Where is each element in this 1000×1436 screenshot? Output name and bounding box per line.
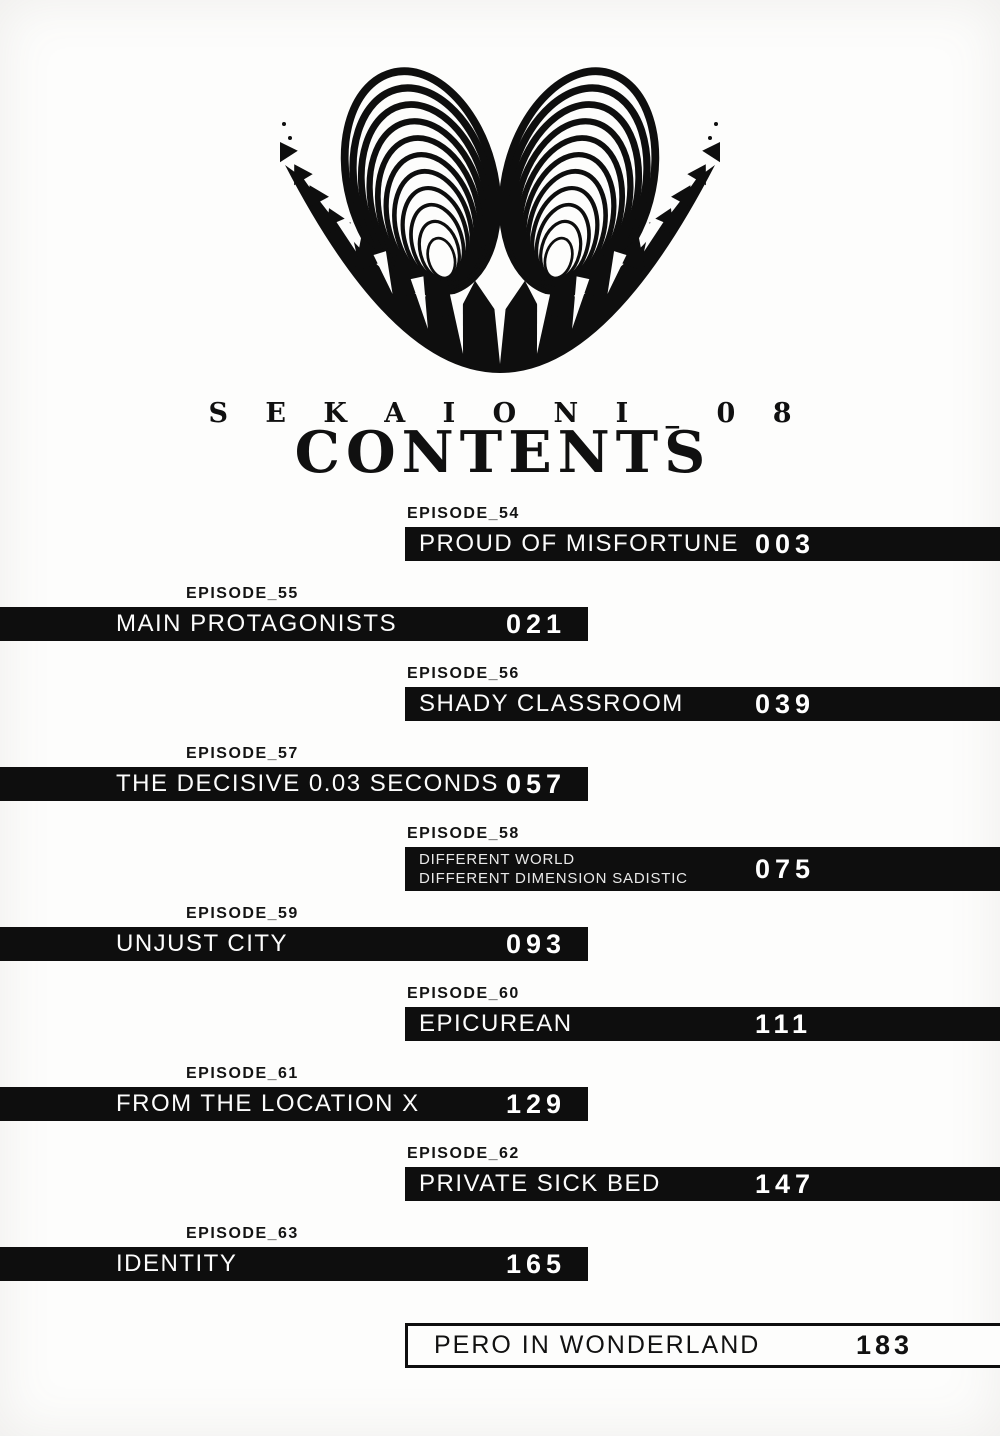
episode-title: PROUD OF MISFORTUNE (419, 530, 740, 557)
episode-title: FROM THE LOCATION X (116, 1090, 420, 1117)
episode-bar (405, 847, 1000, 891)
episode-title: SHADY CLASSROOM (419, 690, 684, 717)
episode-bar (405, 527, 1000, 561)
episode-bar (0, 607, 588, 641)
episode-bar (405, 1007, 1000, 1041)
episode-bar (405, 687, 1000, 721)
episode-page-number: 165 (505, 1248, 566, 1279)
episode-label: EPISODE_60 (407, 985, 520, 1002)
episode-page-number: 093 (505, 928, 566, 959)
episode-title: IDENTITY (116, 1250, 238, 1277)
episode-page-number: 147 (755, 1168, 816, 1199)
episode-row-57 (0, 745, 1000, 805)
episode-title: UNJUST CITY (116, 930, 289, 957)
episode-page-number: 075 (755, 853, 816, 884)
episode-page-number: 057 (505, 768, 566, 799)
extra-chapter-page-number: 183 (856, 1330, 914, 1360)
episode-label: EPISODE_59 (186, 905, 299, 922)
episode-bar (0, 927, 588, 961)
episode-row-58 (0, 825, 1000, 885)
episode-bar (0, 767, 588, 801)
episode-page-number: 039 (755, 688, 816, 719)
episode-page-number: 003 (755, 528, 816, 559)
cheshire-grin-logo-icon (280, 60, 720, 390)
episode-row-62 (0, 1145, 1000, 1205)
episode-label: EPISODE_54 (407, 505, 520, 522)
series-title: S E K A I O N I _ 0 8 (208, 398, 806, 429)
episode-page-number: 111 (755, 1008, 813, 1039)
episode-row-61 (0, 1065, 1000, 1125)
episode-label: EPISODE_55 (186, 585, 299, 602)
episode-title: DIFFERENT WORLD DIFFERENT DIMENSION SADISTIC (419, 851, 688, 887)
extra-chapter-title: PERO IN WONDERLAND (434, 1331, 761, 1359)
episode-bar (0, 1247, 588, 1281)
episode-bar (0, 1087, 588, 1121)
episode-page-number: 129 (505, 1088, 566, 1119)
episode-label: EPISODE_57 (186, 745, 299, 762)
extra-chapter-row (405, 1323, 1000, 1368)
episode-page-number: 021 (505, 608, 566, 639)
episode-label: EPISODE_61 (186, 1065, 299, 1082)
episode-row-56 (0, 665, 1000, 725)
episode-row-60 (0, 985, 1000, 1045)
page-title: CONTENTS (294, 419, 712, 486)
episode-row-63 (0, 1225, 1000, 1285)
episode-label: EPISODE_58 (407, 825, 520, 842)
episode-title: EPICUREAN (419, 1010, 573, 1037)
episode-bar (405, 1167, 1000, 1201)
episode-label: EPISODE_56 (407, 665, 520, 682)
episode-title: PRIVATE SICK BED (419, 1170, 661, 1197)
episode-row-54 (0, 505, 1000, 565)
episode-row-55 (0, 585, 1000, 645)
episode-label: EPISODE_63 (186, 1225, 299, 1242)
episode-title: MAIN PROTAGONISTS (116, 610, 398, 637)
episode-row-59 (0, 905, 1000, 965)
episode-label: EPISODE_62 (407, 1145, 520, 1162)
episode-title: THE DECISIVE 0.03 SECONDS (116, 770, 499, 797)
